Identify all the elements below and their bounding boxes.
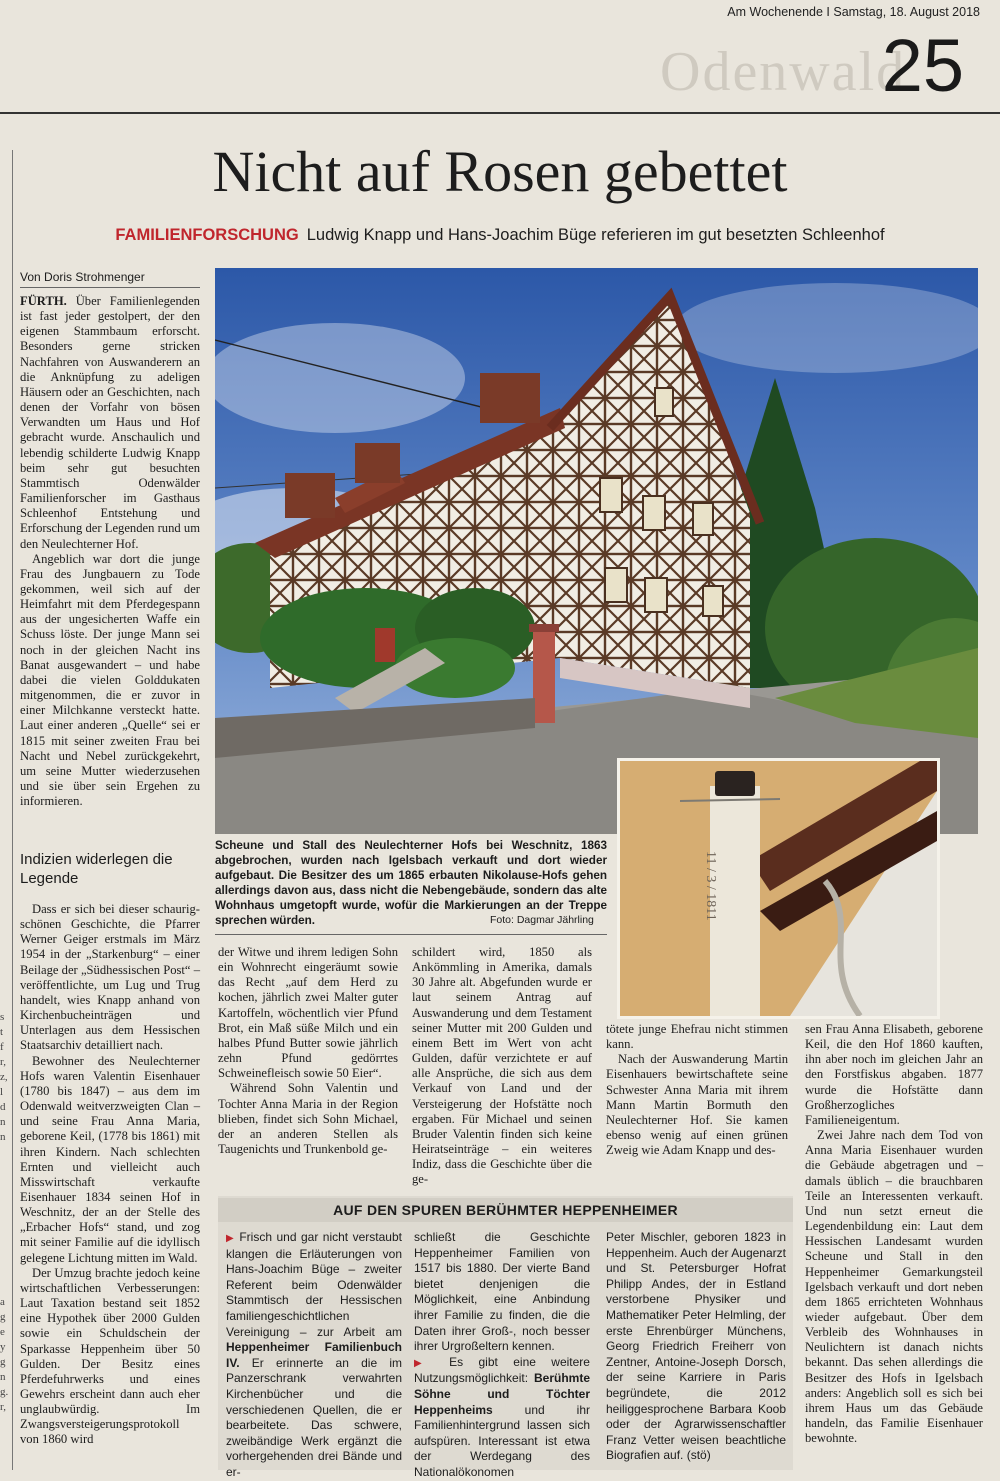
main-photo — [215, 268, 978, 834]
gutter-fragments: s t f r, z, l d n n a g e y g n g. r, — [0, 1011, 9, 1413]
byline: Von Doris Strohmenger — [20, 270, 145, 284]
kicker: FAMILIENFORSCHUNG — [115, 226, 299, 244]
edition-line: Am Wochenende I Samstag, 18. August 2018 — [727, 5, 980, 19]
col2-para-1: der Witwe und ihrem ledigen Sohn ein Wohnrecht eingeräumt sowie das Recht „auf dem Herd zu kochen, jährlich zwei Malter guter Kartoffeln, wöchentlich vier Pfund Brot, ein Maß süße Milch und ein halbes Pfund Butter sowie jährlich zehn Pfund gedörrtes Schweinefleisch sowie 50 Eier“. — [218, 945, 398, 1081]
column-4 — [606, 1022, 788, 1158]
column-1b — [20, 902, 200, 1448]
col1-para-2: Angeblich war dort die junge Frau des Jungbauern zu Tode gekommen, weil sich auf der Heimfahrt mit dem Pferdegespann aus der ungesicherten Waffe ein Schuss löste. Der junge Mann sei noch in der gleichen Nacht ins Banat ausgewandert – und habe dabei die vielen Golddukaten mitgenommen, die er zuvor in einer Milchkanne versteckt hatte. Laut einer anderen „Quelle“ sei er 1815 mit seiner zweiten Frau bei Nacht und Nebel zurückgekehrt, um seine Mutter wiederzusehen und sie über sein Ergehen zu informieren. — [20, 551, 200, 809]
photo-caption: Scheune und Stall des Neulechterner Hofs bei Weschnitz, 1863 abgebrochen, wurden nach Igelsbach verkauft und dort wieder aufgebaut. Die Besitzer des um 1865 erbauten Nikolause-Hofs gehen allerdings davon aus, dass nicht die Nebengebäude, sondern das alte Wohnhaus umgetopft wurde, wofür die Markierungen an der Treppe sprechen würden. — [215, 839, 607, 927]
box-col-2: schließt die Geschichte Heppenheimer Familien von 1517 bis 1880. Der vierte Band bietet denjenigen die Möglichkeit, eine Anbindung ihrer Familie zu finden, die die Daten ihrer Groß-, noch besser ihrer Urgroßeltern kennen. ▶ Es gibt eine weitere Nutzungsmöglichkeit: Berühmte Söhne und Töchter Heppenheims und ihr Familienhintergrund lassen sich aufspüren. Interessant ist etwa der Werdegang des Nationalökonomen — [414, 1230, 590, 1479]
masthead-rule — [0, 112, 1000, 114]
subhead-indizien: Indizien widerlegen die Legende — [20, 851, 173, 887]
column-rule-left — [12, 150, 13, 1470]
subline — [0, 226, 1000, 245]
bleed-title: Odenwald — [660, 41, 907, 103]
inset-photo — [617, 758, 940, 1019]
stair-marks-illustration — [620, 761, 937, 1016]
col2-para-2: Während Sohn Valentin und Tochter Anna Maria in der Region blieben, findet sich Sohn Michael, der an anderen Stellen als Taugenichts und Trunkenbold ge- — [218, 1081, 398, 1157]
headline: Nicht auf Rosen gebettet — [212, 139, 788, 204]
column-1 — [20, 294, 200, 809]
column-5 — [805, 1022, 983, 1446]
col1-para-4: Bewohner des Neulechterner Hofs waren Valentin Eisenhauer (1780 bis 1847) – aus dem im Odenwald weitverzweigten Clan – und seine Frau Anna Maria, geborene Keil, (1778 bis 1861) mit ihren Kindern. Nach schlechten Ernten und vielleicht auch Misswirtschaft verkaufte Eisenhauer 1834 seinen Hof in Weschnitz, der an der Stelle des „Erbacher Hofs“ stand, und zog mit seiner Familie auf die idyllisch gelegene Lichtung mitten im Wald. — [20, 1053, 200, 1265]
col1-para-1: Über Familienlegenden ist fast jeder gestolpert, der den eigenen Stammbaum erforscht. Besonders gerne stricken Nachfahren von Auswanderern an die Anknüpfung zu adeligen Häusern oder an Geschichten, nach denen der Vorfahr von bösen Verwandten um Haus und Hof gebracht wurde. Anschaulich und lebendig schilderte Ludwig Knapp beim sehr gut besuchten Stammtisch Odenwälder Familienforscher im Gasthaus Schleenhof Entstehung und Erforschung der Legenden rund um den Neulechterner Hof. — [20, 294, 200, 551]
box-col-3: Peter Mischler, geboren 1823 in Heppenheim. Auch der Augenarzt und St. Petersburger Hofrat Philipp Andes, der in Estland verstorbene Physiker und Mathematiker Peter Helmling, der erste Ehrenbürger Münchens, Georg Friedrich Freiherr von Zentner, Antoine-Joseph Dorsch, der seine Karriere in Paris begründete, die 2012 heiliggesprochene Barbara Koob oder der Agrarwissenschaftler Franz Vetter weisen beachtliche Biografien auf. (stö) — [606, 1230, 786, 1463]
col4-para-2: Nach der Auswanderung Martin Eisenhauers bewirtschaftete seine Schwester Anna Maria mit ihrem Mann Martin Bormuth den Neulechterner Hof. Sie kamen ebenso wenig auf einen grünen Zweig wie Adam Knapp und des- — [606, 1052, 788, 1158]
col5-para-1: sen Frau Anna Elisabeth, geborene Keil, die den Hof 1860 kauften, ihn aber noch im gleichen Jahr an den Forstfiskus abgaben. 1877 wurde die Hofstätte dann Großherzogliches Familieneigentum. — [805, 1022, 983, 1127]
col1-para-5: Der Umzug brachte jedoch keine wirtschaftlichen Verbesserungen: Laut Taxation bestand seit 1852 eine Hypothek über 2000 Gulden sowie ein Schuldschein der Sparkasse Heppenheim über 50 Gulden. Der Besitz eines Pferdefuhrwerks und eines Gewehrs erscheint dann auch eher unglaubwürdig. Im Zwangsversteigerungsprotokoll von 1860 wird — [20, 1265, 200, 1447]
byline-rule — [20, 287, 200, 288]
page-number: 25 — [881, 24, 964, 107]
arrow-icon: ▶ — [226, 1233, 235, 1244]
col5-para-2: Zwei Jahre nach dem Tod von Anna Maria Eisenhauer wurden die Gebäude abgetragen und – damals üblich – die brauchbaren Teile an Interessenten verkauft. Und nun setzt erneut die Legendenbildung ein: Laut dem Hessischen Landesamt wurden Scheune und Stall in den Heppenheimer Gemarkungsteil Igelsbach verkauft und dort neben dem 1865 errichteten Wohnhaus wieder aufgebaut. Über dem Verbleib des Wohnhauses in Neulichtern ist danach nichts bekannt. Das sehen allerdings die Besitzer des Hofs in Igelsbach anders: Angeblich soll es sich bei ihrem Haus um das Gebäude handeln, das Familie Eisenhauer bewohnte. — [805, 1128, 983, 1446]
col3-para-1: schildert wird, 1850 als Ankömmling in Amerika, damals 30 Jahre alt. Abgefunden wurde er laut seinem Antrag auf Auswanderung und dem Testament seiner Mutter mit 200 Gulden und einem Bett im Wert von acht Gulden, dafür verzichtete er auf alle Ansprüche, die sich aus dem Verkauf von Land und der Versteigerung der Hofstätte noch ergaben. Für Michael und seinen Bruder Valentin finden sich keine Heiratseinträge – ein weiteres Indiz, dass die Geschichte über die ge- — [412, 945, 592, 1187]
photo-credit: Foto: Dagmar Jährling — [490, 914, 594, 926]
column-3 — [412, 945, 592, 1188]
box-col-1: ▶ Frisch und gar nicht verstaubt klangen die Erläuterungen von Hans-Joachim Büge – zweiter Referent beim Odenwälder Stammtisch der Hessischen familiengeschichtlichen Vereinigung – zur Arbeit am Heppenheimer Familienbuch IV. Er erinnerte an die im Panzerschrank verwahrten Kirchenbücher und die verschiedenen Quellen, die er bearbeitete. Das schwere, zweibändige Werk ergänzt die vorhergehenden drei Bände und er- — [226, 1230, 402, 1479]
inset-marks: 11 / 3 / 1811 — [703, 851, 718, 921]
col1-para-3: Dass er sich bei dieser schaurig-schönen Geschichte, die Pfarrer Werner Geiger erstmals im März 1954 in der „Starkenburg“ – einer Beilage der „Südhessischen Post“ – veröffentlichte, um Lug und Trug handelt, wies Knapp anhand von Kirchenbucheinträgen und Unterlagen aus dem Hessischen Staatsarchiv detailliert nach. — [20, 902, 200, 1053]
box-title: AUF DEN SPUREN BERÜHMTER HEPPENHEIMER — [218, 1198, 793, 1222]
arrow-icon: ▶ — [414, 1357, 434, 1369]
dateline: FÜRTH. — [20, 294, 67, 308]
col4-para-1: tötete junge Ehefrau nicht stimmen kann. — [606, 1022, 788, 1052]
column-2 — [218, 945, 398, 1157]
farmhouse-illustration — [215, 268, 978, 834]
subline-text: Ludwig Knapp und Hans-Joachim Büge referieren im gut besetzten Schleenhof — [306, 226, 885, 244]
caption-rule — [215, 934, 607, 935]
